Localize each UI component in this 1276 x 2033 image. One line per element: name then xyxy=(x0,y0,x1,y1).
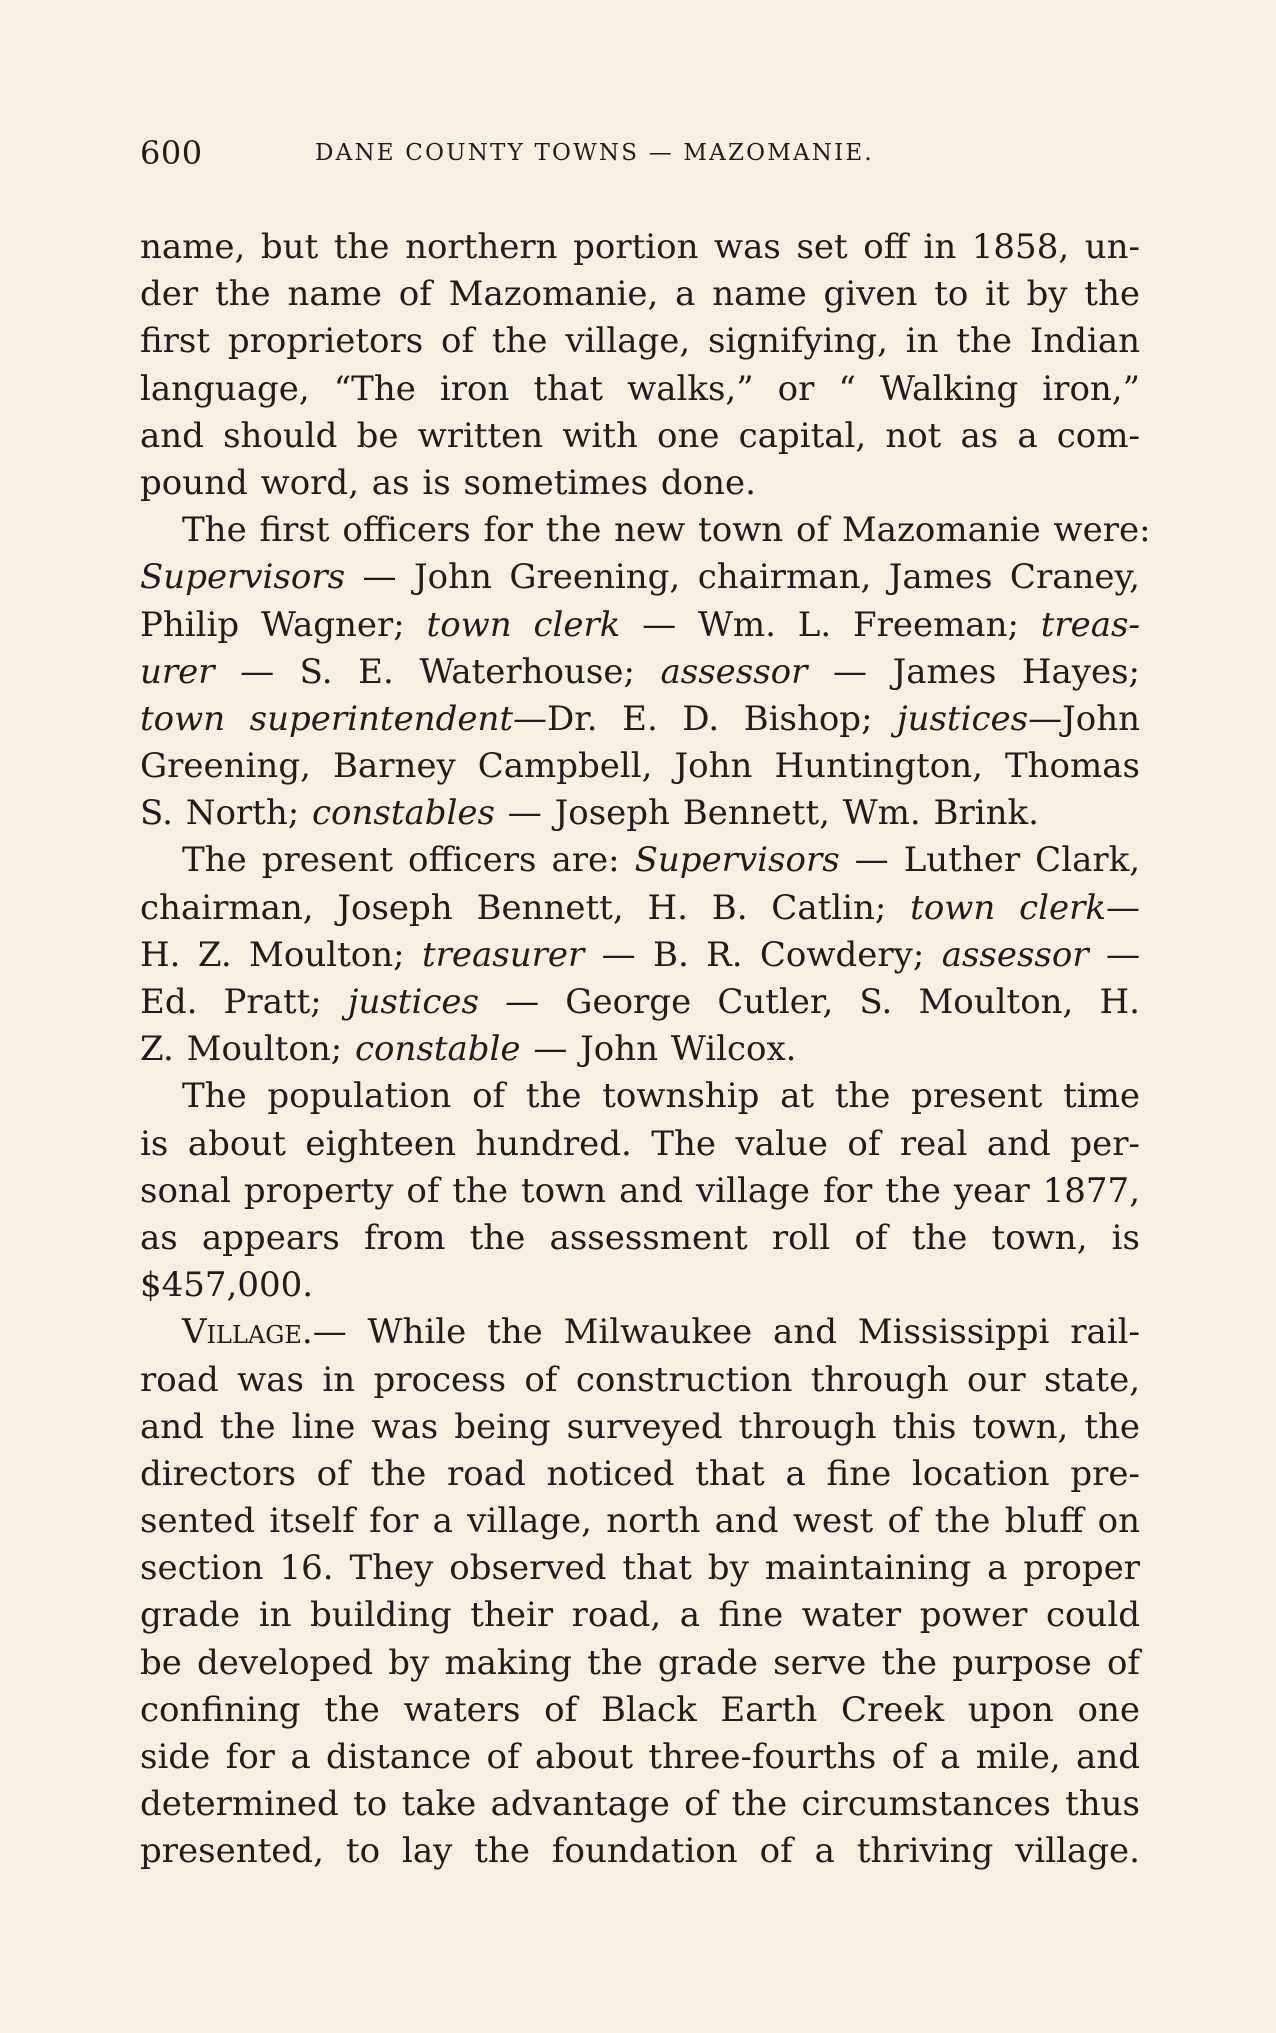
text-run: pound word, as is sometimes done. xyxy=(140,462,756,503)
text-run: The first officers for the new town of Mazomanie were: xyxy=(182,510,1151,551)
text-run: side for a distance of about three-fourths of a mile, and xyxy=(140,1737,1140,1777)
text-run: sented itself for a village, north and west of the bluff on xyxy=(140,1501,1140,1542)
text-line xyxy=(140,1309,1140,1356)
text-run: — John Greening, chairman, James Craney, xyxy=(345,557,1140,598)
text-run: and the line was being surveyed through this town, the xyxy=(140,1406,1140,1447)
italic-term: treasurer xyxy=(421,934,585,975)
italic-term: justices xyxy=(347,982,479,1022)
text-line xyxy=(140,1734,1140,1781)
text-line xyxy=(140,1404,1140,1451)
text-run: H. Z. Moulton; xyxy=(140,934,422,975)
text-line xyxy=(140,743,1140,790)
text-line xyxy=(140,1545,1140,1592)
text-run: and should be written with one capital, not as a com- xyxy=(140,415,1140,456)
page-number: 600 xyxy=(140,134,203,172)
section-heading: Village. xyxy=(182,1312,313,1353)
italic-term: assessor xyxy=(660,651,808,692)
italic-term: constables xyxy=(312,793,495,834)
text-run: sonal property of the town and village for the year 1877, xyxy=(140,1170,1140,1211)
text-run: — B. R. Cowdery; xyxy=(584,934,942,975)
text-line xyxy=(140,413,1140,460)
text-line xyxy=(140,1168,1140,1215)
text-line xyxy=(140,696,1140,743)
text-run: as appears from the assessment roll of the town, is xyxy=(140,1217,1140,1258)
text-run: name, but the northern portion was set off in 1858, un- xyxy=(140,227,1140,267)
text-run: $457,000. xyxy=(140,1265,314,1306)
italic-term: town clerk xyxy=(910,887,1107,928)
text-line xyxy=(140,318,1140,365)
text-run: grade in building their road, a fine water power could xyxy=(140,1595,1140,1636)
text-line xyxy=(140,366,1140,413)
text-line xyxy=(140,1828,1140,1875)
text-line xyxy=(140,1215,1140,1262)
text-run: language, “The iron that walks,” or “ Walking iron,” xyxy=(140,368,1140,409)
text-run: — While the Milwaukee and Mississippi rail- xyxy=(312,1312,1140,1353)
text-line xyxy=(140,1073,1140,1120)
text-run: — Luther Clark, xyxy=(839,840,1140,881)
italic-term: town clerk xyxy=(426,604,621,645)
text-run: Greening, Barney Campbell, John Huntington, Thomas xyxy=(140,746,1140,787)
italic-term: Supervisors xyxy=(140,557,346,598)
text-run: — Wm. L. Freeman; xyxy=(620,604,1041,645)
text-run: — George Cutler, S. Moulton, H. xyxy=(478,982,1140,1022)
text-run: — xyxy=(1106,887,1141,928)
page-header xyxy=(140,134,1140,184)
text-run: The population of the township at the present time xyxy=(182,1076,1140,1117)
text-line xyxy=(140,1592,1140,1639)
text-run: road was in process of construction through our state, xyxy=(140,1359,1140,1400)
italic-term: assessor xyxy=(941,934,1089,975)
text-line xyxy=(140,932,1140,979)
text-line xyxy=(140,979,1140,1026)
text-run: The present officers are: xyxy=(182,840,635,881)
text-line xyxy=(140,507,1151,554)
text-run: presented, to lay the foundation of a thriving village. xyxy=(140,1831,1140,1872)
text-line xyxy=(140,649,1140,696)
text-run: Philip Wagner; xyxy=(140,604,427,645)
text-run: Ed. Pratt; xyxy=(140,982,348,1022)
italic-term: constable xyxy=(355,1029,521,1070)
text-line xyxy=(140,1687,1140,1734)
body-text xyxy=(140,224,1151,1876)
text-run: determined to take advantage of the circumstances thus xyxy=(140,1784,1140,1825)
text-run: be developed by making the grade serve the purpose of xyxy=(140,1642,1140,1683)
italic-term: Supervisors xyxy=(634,840,840,881)
text-run: der the name of Mazomanie, a name given to it by the xyxy=(140,274,1140,315)
text-run: Z. Moulton; xyxy=(140,1029,355,1070)
text-line xyxy=(140,554,1140,601)
text-run: section 16. They observed that by maintaining a proper xyxy=(140,1548,1140,1589)
text-line xyxy=(140,460,1140,507)
text-run: is about eighteen hundred. The value of real and per- xyxy=(140,1123,1140,1164)
text-line xyxy=(140,837,1140,884)
text-line xyxy=(140,224,1140,271)
text-run: — xyxy=(1088,934,1140,975)
text-run: — S. E. Waterhouse; xyxy=(214,651,661,692)
italic-term: town superintendent xyxy=(140,698,514,739)
text-line xyxy=(140,1640,1140,1687)
text-line xyxy=(140,602,1140,649)
text-line xyxy=(140,1121,1140,1168)
text-line xyxy=(140,1498,1140,1545)
text-run: —John xyxy=(1028,698,1140,739)
text-line xyxy=(140,271,1140,318)
text-run: confining the waters of Black Earth Creek upon one xyxy=(140,1689,1140,1730)
text-line xyxy=(140,1357,1140,1404)
text-run: directors of the road noticed that a fine location pre- xyxy=(140,1453,1140,1494)
text-run: chairman, Joseph Bennett, H. B. Catlin; xyxy=(140,887,911,928)
text-run: — John Wilcox. xyxy=(520,1029,797,1070)
text-run: S. North; xyxy=(140,793,312,834)
text-line xyxy=(140,1026,1140,1073)
text-line xyxy=(140,1781,1140,1828)
text-run: — James Hayes; xyxy=(807,651,1140,692)
text-line xyxy=(140,1451,1140,1498)
text-line xyxy=(140,1262,1140,1309)
text-run: — Joseph Bennett, Wm. Brink. xyxy=(495,793,1039,834)
running-title: DANE COUNTY TOWNS — MAZOMANIE. xyxy=(315,140,874,166)
text-line xyxy=(140,885,1140,932)
text-line xyxy=(140,790,1140,837)
text-run: first proprietors of the village, signifying, in the Indian xyxy=(140,321,1140,362)
text-run: —Dr. E. D. Bishop; xyxy=(513,698,898,739)
italic-term: urer xyxy=(140,651,215,692)
italic-term: justices xyxy=(897,698,1029,739)
italic-term: treas- xyxy=(1040,604,1140,645)
